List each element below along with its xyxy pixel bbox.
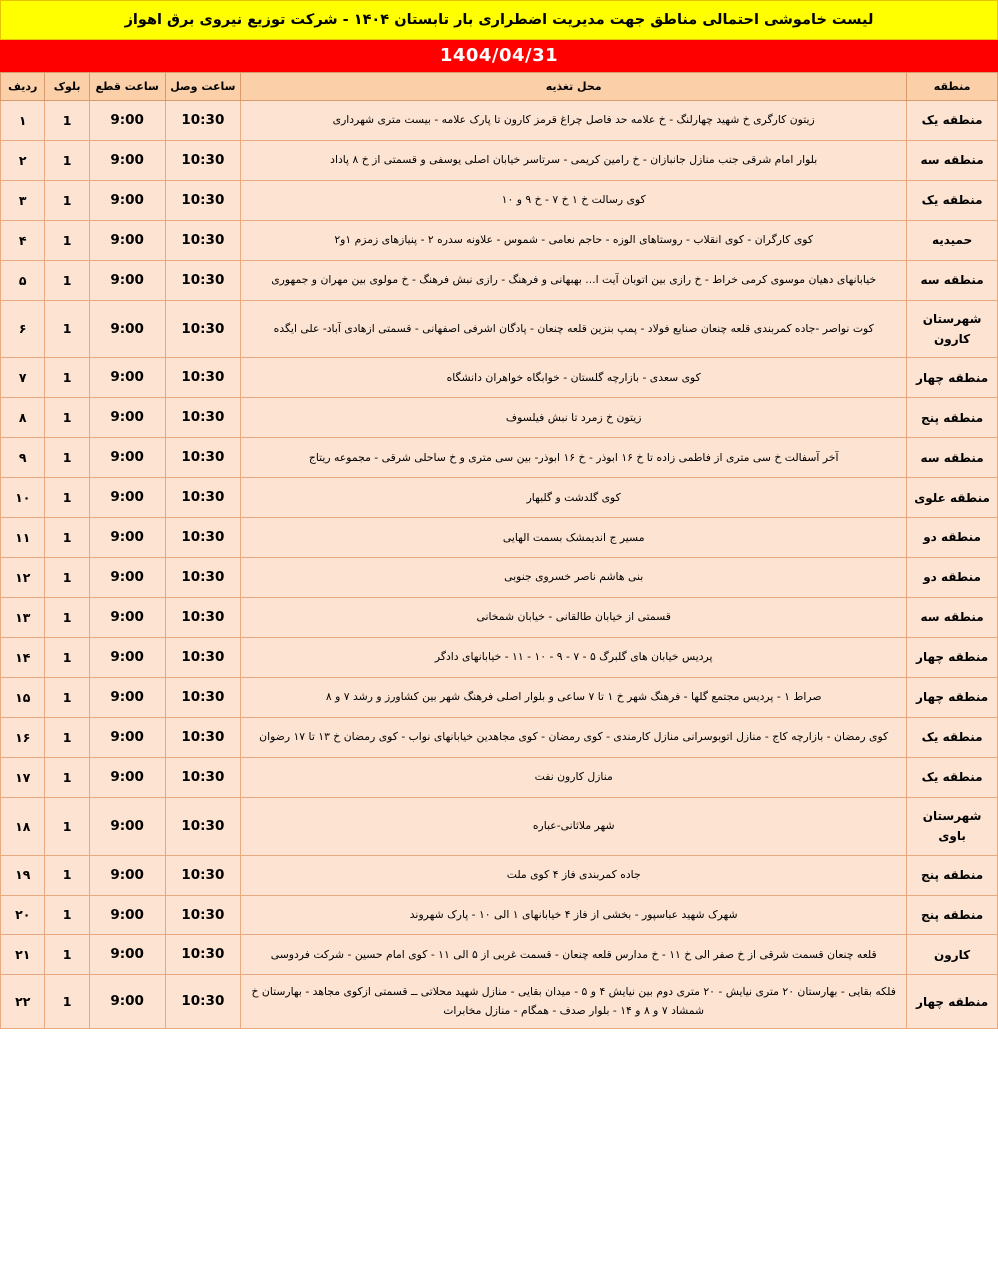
cell-block: 1 bbox=[45, 855, 89, 895]
cell-row-no: ۲۲ bbox=[1, 975, 45, 1029]
cell-region: منطقه یک bbox=[907, 757, 998, 797]
cell-row-no: ۱۸ bbox=[1, 797, 45, 855]
cell-block: 1 bbox=[45, 358, 89, 398]
cell-off-time: 9:00 bbox=[89, 101, 165, 141]
cell-row-no: ۱۲ bbox=[1, 558, 45, 598]
cell-row-no: ۵ bbox=[1, 260, 45, 300]
cell-on-time: 10:30 bbox=[165, 260, 241, 300]
cell-feed: کوی کارگران - کوی انقلاب - روستاهای الوزه - حاجم نعامی - شموس - علاونه سدره ۲ - پنیازهای زمزم ۱و۲ bbox=[241, 220, 907, 260]
cell-block: 1 bbox=[45, 478, 89, 518]
table-row bbox=[1, 975, 998, 1029]
cell-feed: خیابانهای دهیان موسوی کرمی خراط - خ رازی بین اتوبان آیت ا... بهبهانی و فرهنگ - رازی نبش فرهنگ - خ مولوی بین مهران و جمهوری bbox=[241, 260, 907, 300]
cell-feed: بنی هاشم ناصر خسروی جنوبی bbox=[241, 558, 907, 598]
column-header-off-time: ساعت قطع bbox=[89, 73, 165, 101]
cell-feed: مسیر ج اندیمشک بسمت الهایی bbox=[241, 518, 907, 558]
cell-on-time: 10:30 bbox=[165, 398, 241, 438]
cell-feed: کوی رسالت خ ۱ خ ۷ - خ ۹ و ۱۰ bbox=[241, 180, 907, 220]
cell-region: منطقه یک bbox=[907, 101, 998, 141]
cell-block: 1 bbox=[45, 260, 89, 300]
cell-region: کارون bbox=[907, 935, 998, 975]
cell-block: 1 bbox=[45, 797, 89, 855]
cell-row-no: ۲۱ bbox=[1, 935, 45, 975]
cell-row-no: ۱۳ bbox=[1, 598, 45, 638]
cell-on-time: 10:30 bbox=[165, 855, 241, 895]
cell-block: 1 bbox=[45, 300, 89, 358]
cell-row-no: ۸ bbox=[1, 398, 45, 438]
cell-region: منطقه دو bbox=[907, 558, 998, 598]
table-row bbox=[1, 677, 998, 717]
column-header-row-no: ردیف bbox=[1, 73, 45, 101]
table-row bbox=[1, 895, 998, 935]
table-row bbox=[1, 180, 998, 220]
table-row bbox=[1, 220, 998, 260]
cell-region: منطقه علوی bbox=[907, 478, 998, 518]
cell-region: منطقه پنج bbox=[907, 398, 998, 438]
table-row bbox=[1, 717, 998, 757]
cell-region: منطقه سه bbox=[907, 438, 998, 478]
table-row bbox=[1, 101, 998, 141]
cell-row-no: ۱۰ bbox=[1, 478, 45, 518]
cell-region: منطقه چهار bbox=[907, 677, 998, 717]
cell-row-no: ۹ bbox=[1, 438, 45, 478]
cell-row-no: ۷ bbox=[1, 358, 45, 398]
cell-off-time: 9:00 bbox=[89, 260, 165, 300]
table-row bbox=[1, 757, 998, 797]
cell-region: منطقه چهار bbox=[907, 358, 998, 398]
cell-on-time: 10:30 bbox=[165, 438, 241, 478]
cell-block: 1 bbox=[45, 101, 89, 141]
table-row bbox=[1, 558, 998, 598]
cell-block: 1 bbox=[45, 518, 89, 558]
cell-block: 1 bbox=[45, 598, 89, 638]
cell-off-time: 9:00 bbox=[89, 398, 165, 438]
cell-block: 1 bbox=[45, 717, 89, 757]
cell-row-no: ۳ bbox=[1, 180, 45, 220]
table-row bbox=[1, 935, 998, 975]
cell-feed: بلوار امام شرقی جنب منازل جانبازان - خ رامین کریمی - سرتاسر خیابان اصلی یوسفی و قسمتی از خ ۸ پاداد bbox=[241, 140, 907, 180]
cell-on-time: 10:30 bbox=[165, 935, 241, 975]
cell-region: منطقه چهار bbox=[907, 975, 998, 1029]
cell-on-time: 10:30 bbox=[165, 220, 241, 260]
cell-off-time: 9:00 bbox=[89, 895, 165, 935]
cell-row-no: ۶ bbox=[1, 300, 45, 358]
cell-region: شهرستان باوی bbox=[907, 797, 998, 855]
cell-on-time: 10:30 bbox=[165, 518, 241, 558]
cell-feed: آخر آسفالت خ سی متری از فاطمی زاده تا خ ۱۶ ابوذر - خ ۱۶ ابوذر- بین سی متری و خ ساحلی شرقی - مجموعه ریتاج bbox=[241, 438, 907, 478]
cell-off-time: 9:00 bbox=[89, 975, 165, 1029]
cell-on-time: 10:30 bbox=[165, 101, 241, 141]
cell-on-time: 10:30 bbox=[165, 677, 241, 717]
cell-off-time: 9:00 bbox=[89, 677, 165, 717]
cell-on-time: 10:30 bbox=[165, 638, 241, 678]
cell-region: شهرستان کارون bbox=[907, 300, 998, 358]
cell-block: 1 bbox=[45, 895, 89, 935]
cell-region: منطقه دو bbox=[907, 518, 998, 558]
cell-block: 1 bbox=[45, 398, 89, 438]
cell-region: حمیدیه bbox=[907, 220, 998, 260]
cell-on-time: 10:30 bbox=[165, 558, 241, 598]
cell-row-no: ۱۷ bbox=[1, 757, 45, 797]
cell-on-time: 10:30 bbox=[165, 478, 241, 518]
cell-off-time: 9:00 bbox=[89, 518, 165, 558]
cell-row-no: ۲۰ bbox=[1, 895, 45, 935]
cell-off-time: 9:00 bbox=[89, 478, 165, 518]
cell-block: 1 bbox=[45, 438, 89, 478]
cell-off-time: 9:00 bbox=[89, 797, 165, 855]
cell-block: 1 bbox=[45, 180, 89, 220]
cell-row-no: ۴ bbox=[1, 220, 45, 260]
cell-feed: منازل کارون نفت bbox=[241, 757, 907, 797]
table-body bbox=[1, 101, 998, 1029]
cell-on-time: 10:30 bbox=[165, 757, 241, 797]
column-header-block: بلوک bbox=[45, 73, 89, 101]
table-row bbox=[1, 300, 998, 358]
column-header-feed: محل تغذیه bbox=[241, 73, 907, 101]
cell-off-time: 9:00 bbox=[89, 300, 165, 358]
cell-feed: زیتون خ زمرد تا نبش فیلسوف bbox=[241, 398, 907, 438]
table-row bbox=[1, 638, 998, 678]
cell-row-no: ۱ bbox=[1, 101, 45, 141]
table-header bbox=[1, 73, 998, 101]
cell-off-time: 9:00 bbox=[89, 598, 165, 638]
cell-on-time: 10:30 bbox=[165, 140, 241, 180]
cell-block: 1 bbox=[45, 220, 89, 260]
cell-feed: فلکه بقایی - بهارستان ۲۰ متری نیایش - ۲۰ متری دوم بین نیایش ۴ و ۵ - میدان بقایی - منازل شهید محلاتی ــ قسمتی ازکوی مجاهد - بهارستان خ شمشاد ۷ و ۸ و ۱۴ - بلوار صدف - همگام - منازل مخابرات bbox=[241, 975, 907, 1029]
date-bar: 1404/04/31 bbox=[0, 40, 998, 72]
cell-block: 1 bbox=[45, 677, 89, 717]
cell-feed: جاده کمربندی فاز ۴ کوی ملت bbox=[241, 855, 907, 895]
cell-off-time: 9:00 bbox=[89, 717, 165, 757]
cell-block: 1 bbox=[45, 638, 89, 678]
cell-on-time: 10:30 bbox=[165, 300, 241, 358]
cell-block: 1 bbox=[45, 757, 89, 797]
column-header-region: منطقه bbox=[907, 73, 998, 101]
cell-row-no: ۱۵ bbox=[1, 677, 45, 717]
table-row bbox=[1, 260, 998, 300]
cell-feed: زیتون کارگری خ شهید چهارلنگ - خ علامه حد فاصل چراغ قرمز کارون تا پارک علامه - بیست متری شهرداری bbox=[241, 101, 907, 141]
cell-region: منطقه سه bbox=[907, 140, 998, 180]
cell-feed: قلعه چنعان قسمت شرقی از خ صفر الی خ ۱۱ - خ مدارس قلعه چنعان - قسمت غربی از ۵ الی ۱۱ - کوی امام حسین - شرکت فردوسی bbox=[241, 935, 907, 975]
cell-region: منطقه پنج bbox=[907, 855, 998, 895]
cell-region: منطقه سه bbox=[907, 598, 998, 638]
cell-on-time: 10:30 bbox=[165, 895, 241, 935]
cell-feed: شهر ملاثانی-عباره bbox=[241, 797, 907, 855]
cell-on-time: 10:30 bbox=[165, 180, 241, 220]
cell-row-no: ۱۶ bbox=[1, 717, 45, 757]
cell-region: منطقه پنج bbox=[907, 895, 998, 935]
cell-on-time: 10:30 bbox=[165, 598, 241, 638]
table-row bbox=[1, 140, 998, 180]
table-row bbox=[1, 398, 998, 438]
cell-block: 1 bbox=[45, 935, 89, 975]
cell-off-time: 9:00 bbox=[89, 855, 165, 895]
table-row bbox=[1, 358, 998, 398]
cell-row-no: ۱۱ bbox=[1, 518, 45, 558]
cell-on-time: 10:30 bbox=[165, 717, 241, 757]
page-title: لیست خاموشی احتمالی مناطق جهت مدیریت اضطراری بار تابستان ۱۴۰۴ - شرکت توزیع نیروی برق اهواز bbox=[0, 0, 998, 40]
cell-block: 1 bbox=[45, 558, 89, 598]
cell-off-time: 9:00 bbox=[89, 757, 165, 797]
cell-feed: صراط ۱ - پردیس مجتمع گلها - فرهنگ شهر خ ۱ تا ۷ ساعی و بلوار اصلی فرهنگ شهر بین کشاورز و رشد ۷ و ۸ bbox=[241, 677, 907, 717]
cell-on-time: 10:30 bbox=[165, 797, 241, 855]
table-row bbox=[1, 478, 998, 518]
cell-row-no: ۱۴ bbox=[1, 638, 45, 678]
cell-off-time: 9:00 bbox=[89, 935, 165, 975]
table-row bbox=[1, 518, 998, 558]
cell-region: منطقه یک bbox=[907, 180, 998, 220]
cell-region: منطقه سه bbox=[907, 260, 998, 300]
cell-feed: کوی سعدی - بازارچه گلستان - خوابگاه خواهران دانشگاه bbox=[241, 358, 907, 398]
cell-block: 1 bbox=[45, 975, 89, 1029]
cell-feed: پردیس خیابان های گلبرگ ۵ - ۷ - ۹ - ۱۰ - ۱۱ - خیابانهای دادگر bbox=[241, 638, 907, 678]
cell-off-time: 9:00 bbox=[89, 358, 165, 398]
cell-row-no: ۲ bbox=[1, 140, 45, 180]
cell-off-time: 9:00 bbox=[89, 438, 165, 478]
cell-row-no: ۱۹ bbox=[1, 855, 45, 895]
table-row bbox=[1, 598, 998, 638]
cell-region: منطقه چهار bbox=[907, 638, 998, 678]
cell-feed: کوت نواصر -جاده کمربندی قلعه چنعان صنایع فولاد - پمپ بنزین قلعه چنعان - پادگان اشرفی اصفهانی - قسمتی ازهادی آباد- علی ایگده bbox=[241, 300, 907, 358]
cell-off-time: 9:00 bbox=[89, 140, 165, 180]
cell-feed: شهرک شهید عباسپور - بخشی از فاز ۴ خیابانهای ۱ الی ۱۰ - پارک شهروند bbox=[241, 895, 907, 935]
table-row bbox=[1, 797, 998, 855]
cell-on-time: 10:30 bbox=[165, 975, 241, 1029]
cell-off-time: 9:00 bbox=[89, 558, 165, 598]
table-row bbox=[1, 438, 998, 478]
cell-region: منطقه یک bbox=[907, 717, 998, 757]
column-header-on-time: ساعت وصل bbox=[165, 73, 241, 101]
cell-off-time: 9:00 bbox=[89, 638, 165, 678]
cell-block: 1 bbox=[45, 140, 89, 180]
outage-table bbox=[0, 72, 998, 1029]
cell-on-time: 10:30 bbox=[165, 358, 241, 398]
cell-feed: کوی رمضان - بازارچه کاج - منازل اتوبوسرانی منازل کارمندی - کوی رمضان - کوی مجاهدین خیابانهای نواب - کوی رمضان خ ۱۳ تا ۱۷ رضوان bbox=[241, 717, 907, 757]
table-row bbox=[1, 855, 998, 895]
cell-off-time: 9:00 bbox=[89, 220, 165, 260]
cell-off-time: 9:00 bbox=[89, 180, 165, 220]
cell-feed: کوی گلدشت و گلبهار bbox=[241, 478, 907, 518]
cell-feed: قسمتی از خیابان طالقانی - خیابان شمخانی bbox=[241, 598, 907, 638]
table-header-row bbox=[1, 73, 998, 101]
